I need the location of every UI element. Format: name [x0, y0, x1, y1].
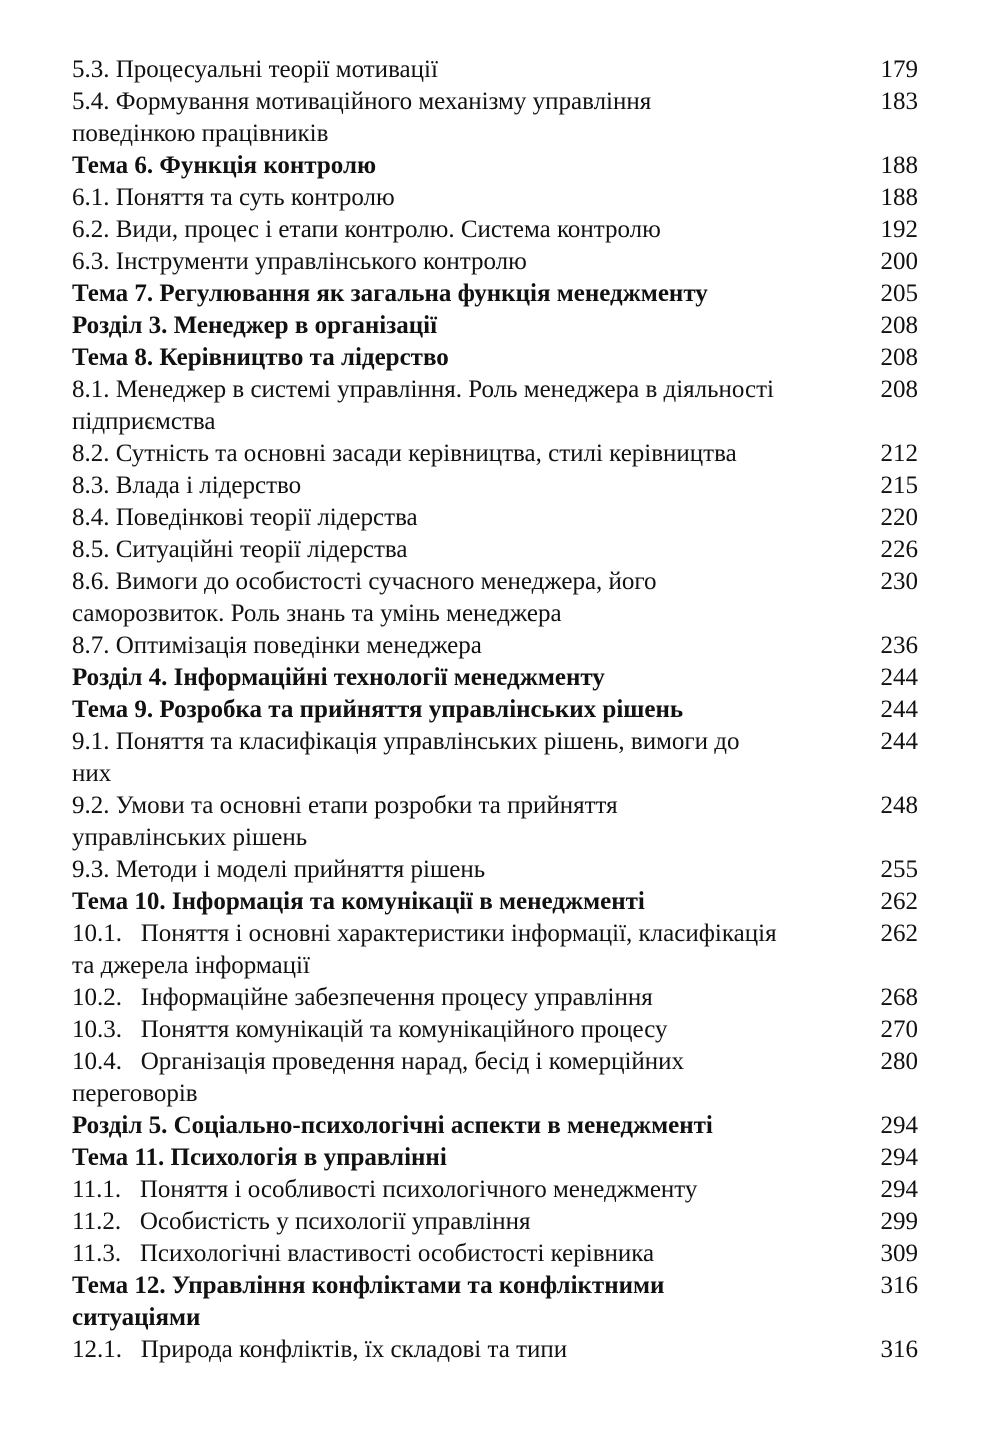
toc-entry: [72, 438, 932, 470]
toc-entry-page-number: 200: [880, 248, 918, 275]
toc-entry-title: 5.3. Процесуальні теорії мотивації: [72, 56, 438, 83]
table-of-contents: [72, 54, 932, 1366]
toc-entry-title: 12.1. Природа конфліктів, їх складові та типи: [72, 1336, 568, 1363]
toc-entry-page-number: 192: [880, 216, 918, 243]
toc-entry-page-number: 179: [880, 56, 918, 83]
toc-entry-page-number: 236: [880, 632, 918, 659]
toc-entry-title: Тема 11. Психологія в управлінні: [72, 1144, 447, 1171]
toc-heading-entry: [72, 694, 932, 726]
toc-entry: [72, 1206, 932, 1238]
toc-entry: [72, 1334, 932, 1366]
toc-entry-page-number: 220: [880, 504, 918, 531]
toc-entry: [72, 566, 932, 630]
toc-entry: [72, 502, 932, 534]
toc-entry-title: 10.4. Організація проведення нарад, бесід і комерційних переговорів: [72, 1048, 685, 1107]
toc-entry: [72, 534, 932, 566]
toc-entry-title: 8.2. Сутність та основні засади керівництва, стилі керівництва: [72, 440, 737, 467]
toc-entry-page-number: 244: [880, 664, 918, 691]
toc-entry-title: Тема 10. Інформація та комунікації в менеджменті: [72, 888, 645, 915]
toc-entry-title: 10.1. Поняття і основні характеристики інформації, класифікація та джерела інформації: [72, 920, 777, 979]
toc-entry: [72, 470, 932, 502]
toc-heading-entry: [72, 342, 932, 374]
toc-entry-title: 8.3. Влада і лідерство: [72, 472, 302, 499]
toc-entry-page-number: 244: [880, 696, 918, 723]
toc-entry-page-number: 280: [880, 1048, 918, 1075]
toc-entry-page-number: 294: [880, 1112, 918, 1139]
toc-entry-page-number: 244: [880, 728, 918, 755]
toc-entry-title: 9.2. Умови та основні етапи розробки та прийняття управлінських рішень: [72, 792, 618, 851]
toc-entry-title: Тема 7. Регулювання як загальна функція менеджменту: [72, 280, 708, 307]
toc-entry: [72, 374, 932, 438]
toc-heading-entry: [72, 1270, 932, 1334]
toc-entry-page-number: 208: [880, 312, 918, 339]
toc-entry-title: 11.3. Психологічні властивості особистості керівника: [72, 1240, 655, 1267]
toc-entry-title: Розділ 3. Менеджер в організації: [72, 312, 438, 339]
toc-entry-page-number: 294: [880, 1176, 918, 1203]
toc-entry-page-number: 309: [880, 1240, 918, 1267]
toc-entry-page-number: 226: [880, 536, 918, 563]
toc-entry: [72, 726, 932, 790]
toc-entry: [72, 854, 932, 886]
toc-entry-title: Розділ 4. Інформаційні технології менеджменту: [72, 664, 605, 691]
toc-entry-title: 9.3. Методи і моделі прийняття рішень: [72, 856, 486, 883]
toc-entry-page-number: 230: [880, 568, 918, 595]
toc-entry: [72, 982, 932, 1014]
toc-entry-title: 8.7. Оптимізація поведінки менеджера: [72, 632, 482, 659]
toc-entry-page-number: 248: [880, 792, 918, 819]
toc-entry-title: 5.4. Формування мотиваційного механізму управління поведінкою працівників: [72, 88, 652, 147]
toc-heading-entry: [72, 310, 932, 342]
toc-entry: [72, 790, 932, 854]
toc-entry-page-number: 212: [880, 440, 918, 467]
toc-heading-entry: [72, 662, 932, 694]
toc-entry-page-number: 208: [880, 376, 918, 403]
toc-entry-page-number: 316: [880, 1272, 918, 1299]
toc-entry-title: 11.2. Особистість у психології управління: [72, 1208, 531, 1235]
toc-entry: [72, 214, 932, 246]
toc-heading-entry: [72, 150, 932, 182]
toc-entry-page-number: 215: [880, 472, 918, 499]
toc-entry: [72, 86, 932, 150]
toc-heading-entry: [72, 1142, 932, 1174]
toc-entry-title: 6.2. Види, процес і етапи контролю. Система контролю: [72, 216, 661, 243]
toc-entry: [72, 1174, 932, 1206]
toc-entry: [72, 1238, 932, 1270]
toc-entry-title: 8.6. Вимоги до особистості сучасного менеджера, його саморозвиток. Роль знань та умінь менеджера: [72, 568, 657, 627]
toc-entry-title: Тема 12. Управління конфліктами та конфліктними ситуаціями: [72, 1272, 665, 1331]
toc-heading-entry: [72, 886, 932, 918]
toc-entry-title: 8.4. Поведінкові теорії лідерства: [72, 504, 418, 531]
toc-entry-page-number: 262: [880, 888, 918, 915]
toc-entry: [72, 1046, 932, 1110]
toc-entry-page-number: 183: [880, 88, 918, 115]
toc-entry-page-number: 268: [880, 984, 918, 1011]
toc-entry-title: Тема 6. Функція контролю: [72, 152, 377, 179]
toc-entry-title: Тема 8. Керівництво та лідерство: [72, 344, 449, 371]
toc-entry-page-number: 188: [880, 152, 918, 179]
toc-entry-title: 6.1. Поняття та суть контролю: [72, 184, 395, 211]
toc-heading-entry: [72, 1110, 932, 1142]
toc-entry-page-number: 255: [880, 856, 918, 883]
toc-entry: [72, 918, 932, 982]
toc-entry-page-number: 270: [880, 1016, 918, 1043]
toc-entry: [72, 182, 932, 214]
toc-entry-page-number: 316: [880, 1336, 918, 1363]
toc-heading-entry: [72, 278, 932, 310]
toc-entry-page-number: 208: [880, 344, 918, 371]
toc-entry-title: Тема 9. Розробка та прийняття управлінських рішень: [72, 696, 684, 723]
toc-entry-title: 6.3. Інструменти управлінського контролю: [72, 248, 527, 275]
toc-entry-title: 10.2. Інформаційне забезпечення процесу управління: [72, 984, 653, 1011]
toc-entry-page-number: 262: [880, 920, 918, 947]
toc-entry: [72, 1014, 932, 1046]
toc-entry-title: 10.3. Поняття комунікацій та комунікаційного процесу: [72, 1016, 668, 1043]
toc-entry: [72, 246, 932, 278]
toc-entry-page-number: 299: [880, 1208, 918, 1235]
toc-entry: [72, 54, 932, 86]
toc-entry-title: Розділ 5. Соціально-психологічні аспекти в менеджменті: [72, 1112, 713, 1139]
toc-entry-title: 8.5. Ситуаційні теорії лідерства: [72, 536, 408, 563]
toc-entry-title: 8.1. Менеджер в системі управління. Роль менеджера в діяльності підприємства: [72, 376, 775, 435]
toc-entry-page-number: 205: [880, 280, 918, 307]
toc-entry: [72, 630, 932, 662]
toc-entry-page-number: 188: [880, 184, 918, 211]
toc-entry-page-number: 294: [880, 1144, 918, 1171]
toc-entry-title: 11.1. Поняття і особливості психологічного менеджменту: [72, 1176, 698, 1203]
toc-entry-title: 9.1. Поняття та класифікація управлінських рішень, вимоги до них: [72, 728, 740, 787]
